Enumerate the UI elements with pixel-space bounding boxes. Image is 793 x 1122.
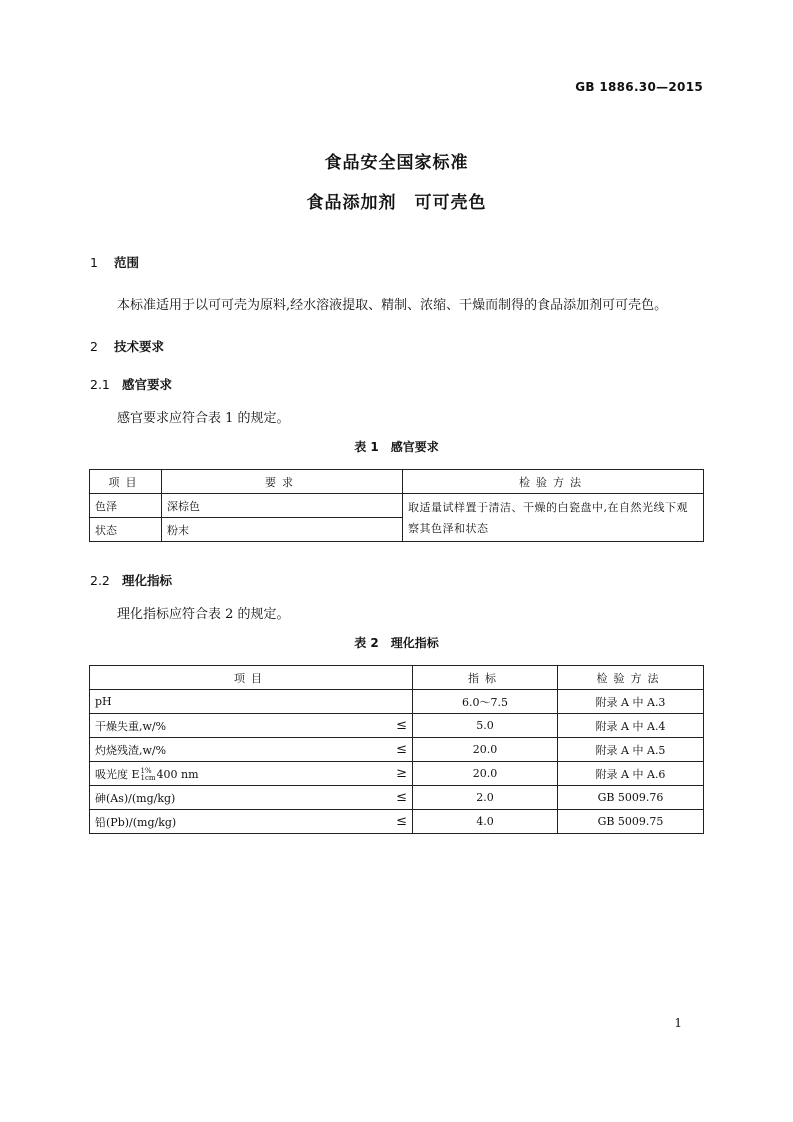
- table-row: [90, 762, 704, 786]
- item-cell: [90, 762, 413, 786]
- superscript: 1%: [140, 766, 152, 775]
- section-2-heading: [90, 337, 164, 355]
- value-cell: 2.0: [413, 786, 558, 810]
- table-row: [90, 690, 704, 714]
- item-label: 吸光度 E: [95, 767, 140, 781]
- method-cell: 附录 A 中 A.3: [558, 690, 704, 714]
- section-title: 感官要求: [122, 377, 173, 392]
- table-header-row: [90, 666, 704, 690]
- page-number: 1: [674, 1016, 682, 1030]
- comparison-symbol: ≥: [396, 765, 407, 781]
- item-label: pH: [95, 695, 112, 708]
- table-row: [90, 738, 704, 762]
- standard-code: GB 1886.30—2015: [575, 80, 703, 94]
- table-1: [89, 469, 704, 542]
- subscript: 1cm: [140, 773, 156, 782]
- header-cell: 项目: [90, 470, 162, 494]
- requirement-cell: 深棕色: [162, 494, 403, 518]
- item-cell: 状态: [90, 518, 162, 542]
- table-2-caption: 表 2 理化指标: [354, 636, 439, 650]
- comparison-symbol: ≤: [396, 741, 407, 757]
- item-label: 铅(Pb)/(mg/kg): [95, 815, 177, 829]
- section-title: 理化指标: [122, 573, 173, 588]
- item-cell: [90, 690, 413, 714]
- item-cell: [90, 714, 413, 738]
- item-label: 灼烧残渣,w/%: [95, 743, 167, 757]
- method-cell: 取适量试样置于清洁、干燥的白瓷盘中,在自然光线下观察其色泽和状态: [403, 494, 704, 542]
- section-2-1-heading: [90, 375, 172, 393]
- value-cell: 4.0: [413, 810, 558, 834]
- item-cell: [90, 810, 413, 834]
- table-header-row: [90, 470, 704, 494]
- value-cell: 5.0: [413, 714, 558, 738]
- table-1-caption: 表 1 感官要求: [354, 440, 439, 454]
- table-row: [90, 494, 704, 518]
- comparison-symbol: ≤: [396, 813, 407, 829]
- section-title: 范围: [114, 255, 140, 270]
- header-cell: 项目: [90, 666, 413, 690]
- table-row: [90, 810, 704, 834]
- main-title: 食品安全国家标准: [324, 153, 469, 173]
- table-row: [90, 714, 704, 738]
- sub-title: 食品添加剂 可可壳色: [306, 193, 487, 213]
- method-cell: 附录 A 中 A.5: [558, 738, 704, 762]
- section-number: 2.2: [90, 573, 110, 588]
- section-2-2-heading: [90, 571, 172, 589]
- item-cell: [90, 786, 413, 810]
- section-2-1-text: 感官要求应符合表 1 的规定。: [117, 411, 290, 426]
- absorbance-notation: [141, 768, 156, 782]
- section-title: 技术要求: [114, 339, 165, 354]
- item-suffix: 400 nm: [156, 767, 199, 781]
- value-cell: 6.0～7.5: [413, 690, 558, 714]
- header-cell: 检验方法: [403, 470, 704, 494]
- table-row: [90, 786, 704, 810]
- item-cell: 色泽: [90, 494, 162, 518]
- requirement-cell: 粉末: [162, 518, 403, 542]
- value-cell: 20.0: [413, 762, 558, 786]
- header-cell: 要求: [162, 470, 403, 494]
- section-number: 2.1: [90, 377, 110, 392]
- section-1-heading: [90, 253, 139, 271]
- header-cell: 指标: [413, 666, 558, 690]
- method-cell: 附录 A 中 A.4: [558, 714, 704, 738]
- item-cell: [90, 738, 413, 762]
- section-2-2-text: 理化指标应符合表 2 的规定。: [117, 607, 290, 622]
- header-cell: 检验方法: [558, 666, 704, 690]
- comparison-symbol: ≤: [396, 789, 407, 805]
- value-cell: 20.0: [413, 738, 558, 762]
- method-cell: 附录 A 中 A.6: [558, 762, 704, 786]
- section-1-text: 本标准适用于以可可壳为原料,经水溶液提取、精制、浓缩、干燥而制得的食品添加剂可可壳色。: [117, 298, 668, 313]
- section-number: 2: [90, 339, 98, 354]
- comparison-symbol: ≤: [396, 717, 407, 733]
- table-2: [89, 665, 704, 834]
- section-number: 1: [90, 255, 98, 270]
- item-label: 砷(As)/(mg/kg): [95, 791, 176, 805]
- method-cell: GB 5009.76: [558, 786, 704, 810]
- method-cell: GB 5009.75: [558, 810, 704, 834]
- item-label: 干燥失重,w/%: [95, 719, 167, 733]
